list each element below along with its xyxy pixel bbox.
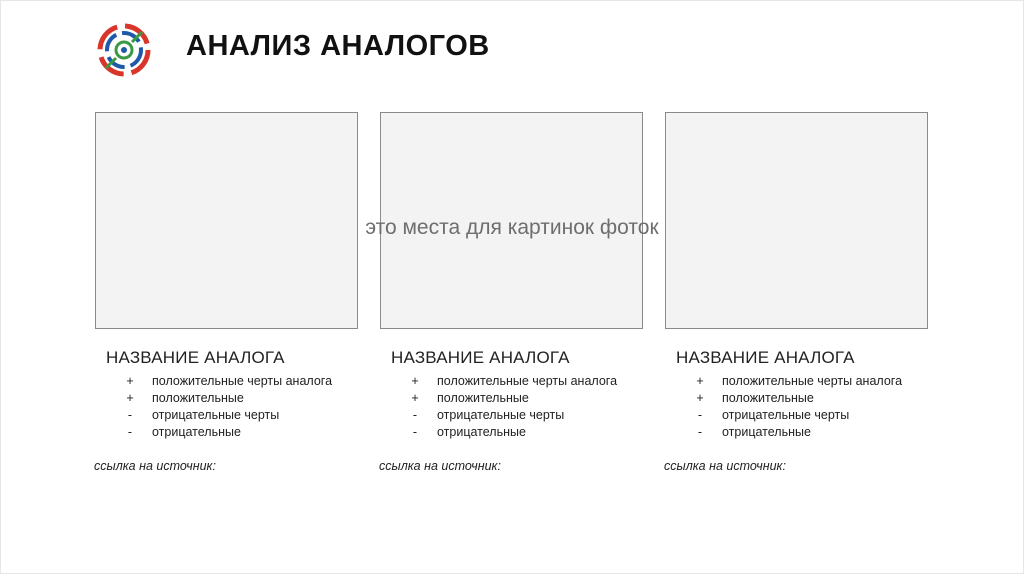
feature-text: отрицательные черты xyxy=(722,408,850,422)
analog-name: НАЗВАНИЕ АНАЛОГА xyxy=(391,348,570,367)
feature-text: отрицательные черты xyxy=(437,408,565,422)
analog-name: НАЗВАНИЕ АНАЛОГА xyxy=(676,348,855,367)
analog-name: НАЗВАНИЕ АНАЛОГА xyxy=(106,348,285,367)
analog-features-list xyxy=(379,373,649,441)
feature-text: отрицательные черты xyxy=(152,408,280,422)
page-title: АНАЛИЗ АНАЛОГОВ xyxy=(186,30,490,62)
feature-text: положительные xyxy=(437,391,529,405)
feature-item xyxy=(94,424,364,441)
feature-item xyxy=(379,424,649,441)
feature-item xyxy=(94,407,364,424)
placeholder-note: это места для картинок фоток xyxy=(365,216,659,239)
feature-item xyxy=(664,373,934,390)
feature-mark: - xyxy=(127,408,133,422)
feature-mark: + xyxy=(126,374,134,388)
analog-column-3 xyxy=(664,348,934,473)
feature-text: положительные черты аналога xyxy=(722,374,903,388)
feature-item xyxy=(94,390,364,407)
analog-column-2 xyxy=(379,348,649,473)
feature-mark: - xyxy=(412,408,418,422)
feature-item xyxy=(664,390,934,407)
feature-mark: - xyxy=(412,425,418,439)
feature-text: положительные черты аналога xyxy=(152,374,333,388)
source-link-label: ссылка на источник: xyxy=(379,459,501,473)
feature-mark: + xyxy=(411,374,419,388)
feature-mark: - xyxy=(127,425,133,439)
feature-mark: - xyxy=(697,408,703,422)
feature-text: положительные xyxy=(722,391,814,405)
feature-mark: + xyxy=(411,391,419,405)
feature-mark: + xyxy=(126,391,134,405)
analog-features-list xyxy=(664,373,934,441)
feature-text: положительные xyxy=(152,391,244,405)
feature-item xyxy=(379,407,649,424)
analog-features-list xyxy=(94,373,364,441)
source-link-label: ссылка на источник: xyxy=(94,459,216,473)
feature-text: отрицательные xyxy=(437,425,526,439)
feature-text: отрицательные xyxy=(152,425,241,439)
logo-emblem-icon xyxy=(96,22,152,78)
feature-text: положительные черты аналога xyxy=(437,374,618,388)
feature-text: отрицательные xyxy=(722,425,811,439)
source-link-label: ссылка на источник: xyxy=(664,459,786,473)
feature-item xyxy=(94,373,364,390)
feature-item xyxy=(379,390,649,407)
feature-item xyxy=(664,424,934,441)
feature-mark: + xyxy=(696,391,704,405)
feature-item xyxy=(379,373,649,390)
feature-mark: + xyxy=(696,374,704,388)
feature-item xyxy=(664,407,934,424)
analog-column-1 xyxy=(94,348,364,473)
feature-mark: - xyxy=(697,425,703,439)
